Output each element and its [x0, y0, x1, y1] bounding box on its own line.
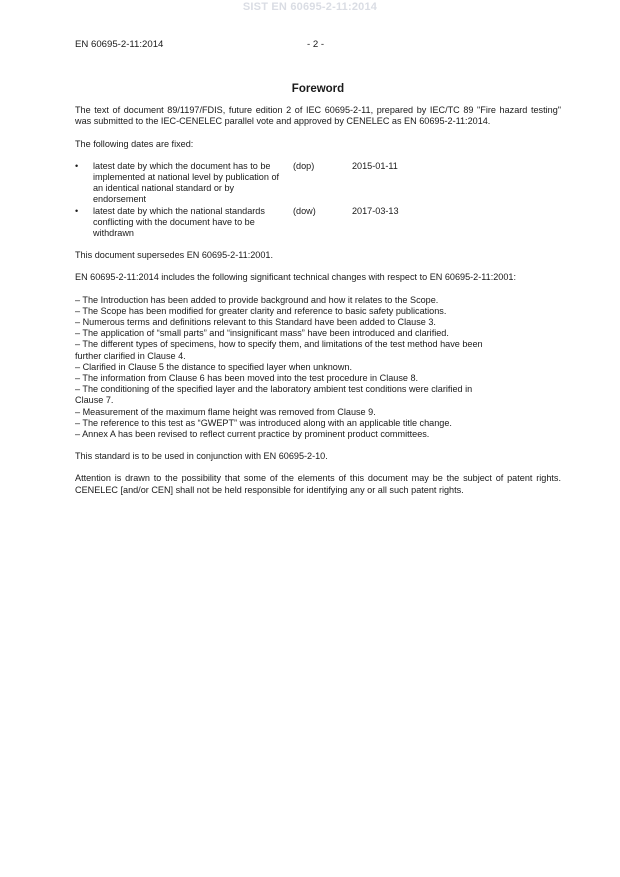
change-item: – The conditioning of the specified layer and the laboratory ambient test conditions were clarified in Clause 7.	[75, 384, 473, 406]
bullet: •	[75, 205, 79, 216]
changes-intro: EN 60695-2-11:2014 includes the following significant technical changes with respect to EN 60695-2-11:2001:	[75, 272, 516, 283]
bullet: •	[75, 160, 79, 171]
change-item: – The Scope has been modified for greater clarity and reference to basic safety publications.	[75, 305, 447, 316]
date-row-dop	[75, 161, 442, 206]
change-item: – The reference to this test as “GWEPT” was introduced along with an applicable title change.	[75, 417, 452, 428]
header-page-number: - 2 -	[307, 39, 325, 50]
date-description: latest date by which the document has to be implemented at national level by publication of an identical national standard or by endorsement	[93, 160, 280, 205]
supersedes-paragraph: This document supersedes EN 60695-2-11:2001.	[75, 250, 273, 261]
changes-list	[75, 295, 561, 441]
change-item: – Measurement of the maximum flame height was removed from Clause 9.	[75, 406, 376, 417]
intro-paragraph: The text of document 89/1197/FDIS, future edition 2 of IEC 60695-2-11, prepared by IEC/TC 89 "Fire hazard testing" was submitted to the IEC-CENELEC parallel vote and approved by CENELEC as EN 60695-2-11:2014.	[75, 105, 561, 127]
change-item: – The Introduction has been added to provide background and how it relates to the Scope.	[75, 294, 439, 305]
patent-paragraph: Attention is drawn to the possibility that some of the elements of this document may be the subject of patent rights. CENELEC [and/or CEN] shall not be held responsible for identifying any or all such patent rights.	[75, 473, 561, 495]
conjunction-paragraph: This standard is to be used in conjunction with EN 60695-2-10.	[75, 451, 328, 462]
change-item: – The information from Clause 6 has been moved into the test procedure in Clause 8.	[75, 373, 419, 384]
date-abbreviation: (dop)	[293, 160, 315, 171]
date-value: 2015-01-11	[352, 160, 398, 171]
watermark: SIST EN 60695-2-11:2014	[242, 1, 378, 13]
change-item: – Clarified in Clause 5 the distance to specified layer when unknown.	[75, 361, 353, 372]
dates-table	[75, 161, 442, 239]
page-title: Foreword	[291, 83, 345, 95]
change-item: – Annex A has been revised to reflect current practice by prominent product committees.	[75, 429, 430, 440]
date-abbreviation: (dow)	[293, 205, 316, 216]
dates-intro: The following dates are fixed:	[75, 138, 194, 149]
document-body	[75, 84, 561, 507]
change-item: – Numerous terms and definitions relevant to this Standard have been added to Clause 3.	[75, 317, 436, 328]
date-description: latest date by which the national standards conflicting with the document have to be withdrawn	[93, 205, 265, 239]
date-value: 2017-03-13	[352, 205, 399, 216]
header-document-id: EN 60695-2-11:2014	[75, 39, 164, 50]
date-row-dow	[75, 206, 442, 240]
change-item: – The application of “small parts” and “insignificant mass” have been introduced and clarified.	[75, 328, 449, 339]
change-item: – The different types of specimens, how to specify them, and limitations of the test method have been further clarified in Clause 4.	[75, 339, 483, 361]
